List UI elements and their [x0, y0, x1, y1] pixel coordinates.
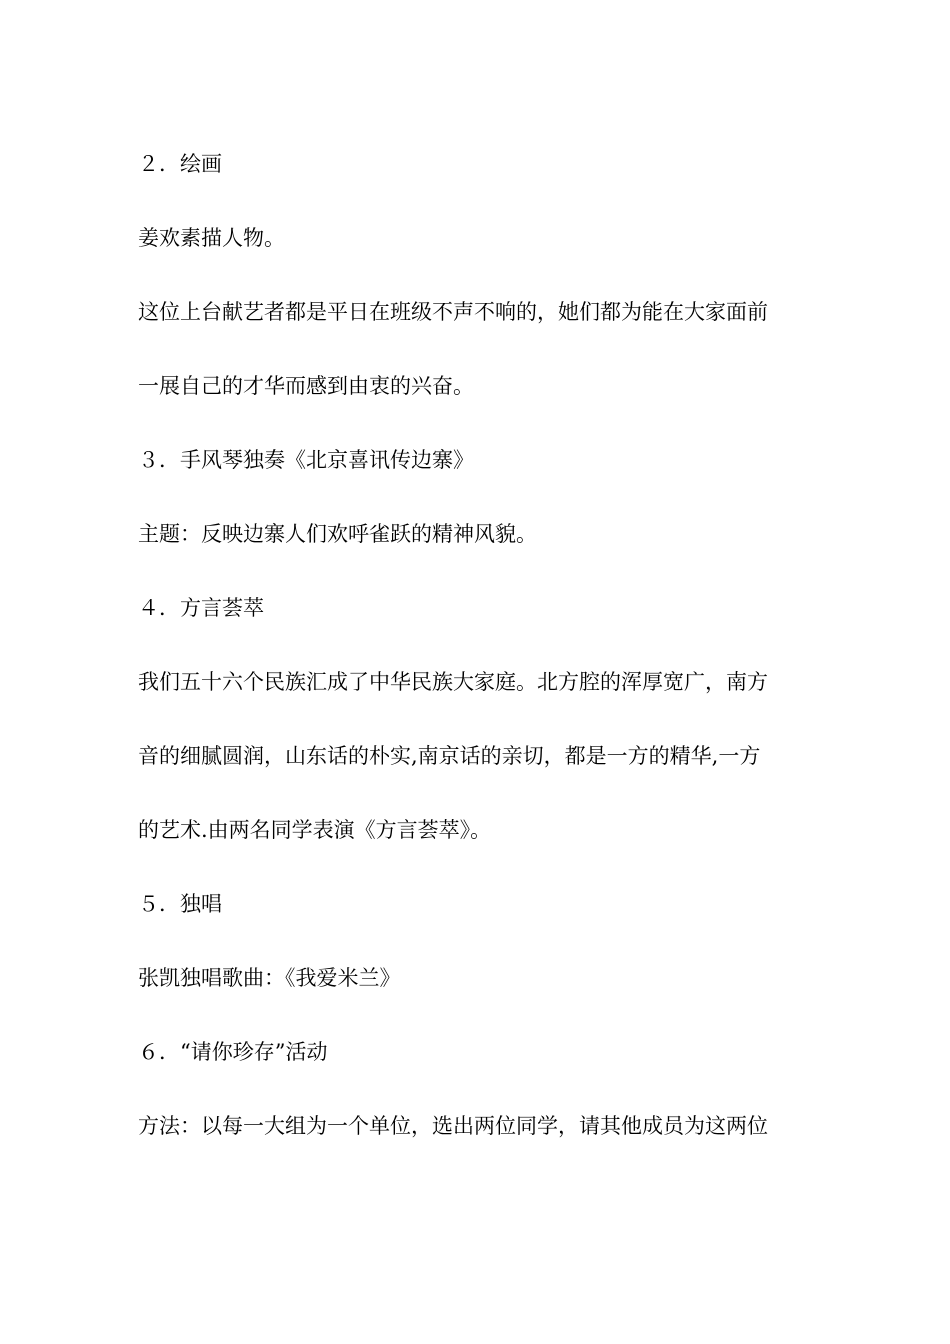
paragraph-line: 方法：以每一大组为一个单位，选出两位同学，请其他成员为这两位: [138, 1114, 768, 1138]
paragraph-line: 张凯独唱歌曲：《我爱米兰》: [138, 966, 401, 990]
paragraph-line: 一展自己的才华而感到由衷的兴奋。: [138, 374, 474, 398]
paragraph-line: 主题：反映边寨人们欢呼雀跃的精神风貌。: [138, 522, 537, 546]
paragraph-line: 音的细腻圆润，山东话的朴实,南京话的亲切，都是一方的精华,一方: [138, 744, 761, 768]
paragraph-line: 姜欢素描人物。: [138, 226, 285, 250]
section-heading-painting: ２．绘画: [138, 152, 222, 176]
paragraph-line: 我们五十六个民族汇成了中华民族大家庭。北方腔的浑厚宽广，南方: [138, 670, 768, 694]
paragraph-line: 的艺术.由两名同学表演《方言荟萃》。: [138, 818, 492, 842]
section-heading-treasure-activity: ６．“请你珍存”活动: [138, 1040, 328, 1064]
section-heading-dialects: ４．方言荟萃: [138, 596, 264, 620]
section-heading-solo-singing: ５．独唱: [138, 892, 222, 916]
paragraph-line: 这位上台献艺者都是平日在班级不声不响的，她们都为能在大家面前: [138, 300, 768, 324]
section-heading-accordion-solo: ３．手风琴独奏《北京喜讯传边寨》: [138, 448, 474, 472]
